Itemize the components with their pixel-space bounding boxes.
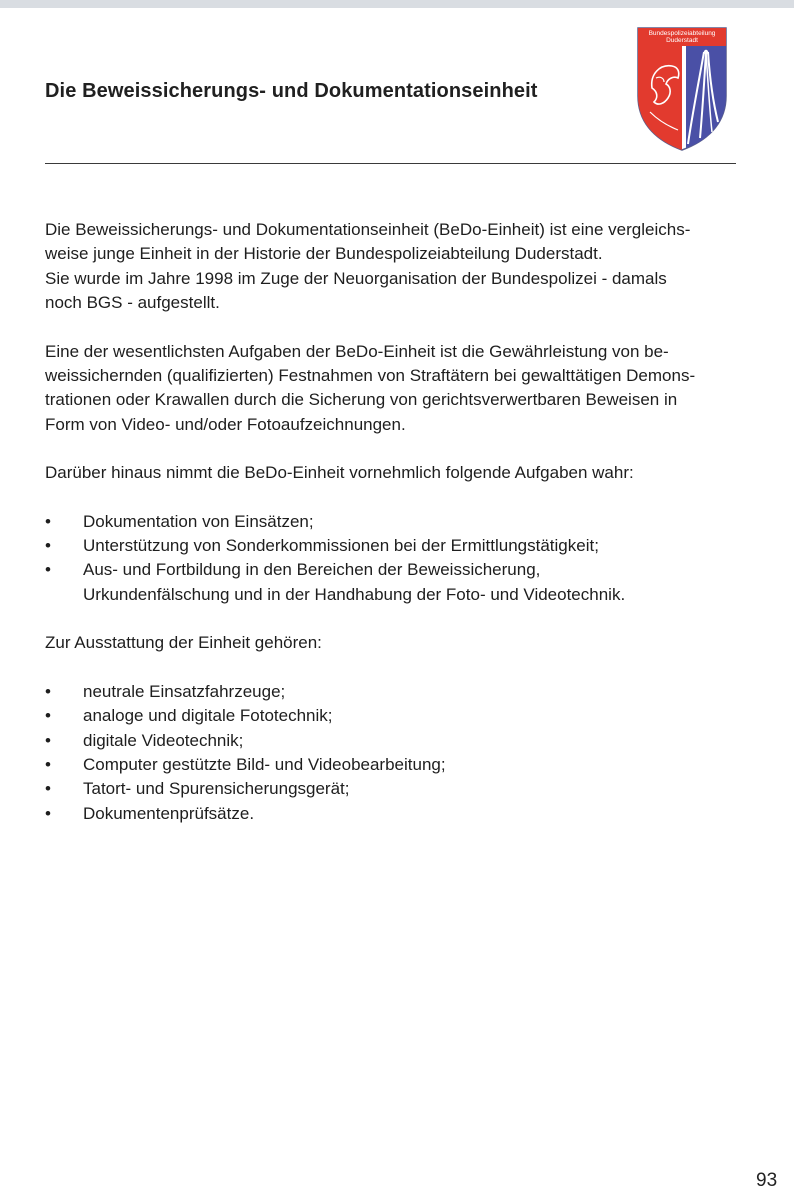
page-number: 93 [756, 1170, 778, 1191]
list-item-text: Urkundenfälschung und in der Handhabung der Foto- und Videotechnik. [83, 584, 626, 604]
bullet-icon: • [45, 536, 51, 556]
list-item-text: Computer gestützte Bild- und Videobearbeitung; [83, 754, 446, 774]
text-line: Sie wurde im Jahre 1998 im Zuge der Neuorganisation der Bundespolizei - damals [45, 268, 667, 288]
list-item [45, 777, 745, 801]
text-line: weissichernden (qualifizierten) Festnahmen von Straftätern bei gewalttätigen Demons- [45, 366, 696, 386]
paragraph-equipment-intro: Zur Ausstattung der Einheit gehören: [45, 633, 322, 653]
list-item-text: analoge und digitale Fototechnik; [83, 706, 333, 726]
bullet-icon: • [45, 706, 51, 726]
text-line: weise junge Einheit in der Historie der Bundespolizeiabteilung Duderstadt. [45, 244, 603, 264]
bullet-icon: • [45, 754, 51, 774]
text-line: Die Beweissicherungs- und Dokumentationseinheit (BeDo-Einheit) ist eine vergleichs- [45, 220, 691, 239]
bullet-icon: • [45, 560, 51, 580]
scan-top-band [0, 0, 794, 8]
list-item [45, 510, 745, 534]
list-item [45, 704, 745, 728]
list-item-text: Dokumentation von Einsätzen; [83, 511, 314, 531]
list-item-text: Tatort- und Spurensicherungsgerät; [83, 779, 350, 799]
bullet-icon: • [45, 779, 51, 799]
list-item-text: Dokumentenprüfsätze. [83, 803, 255, 823]
list-item-text: digitale Videotechnik; [83, 730, 244, 750]
bullet-icon: • [45, 681, 51, 701]
bullet-icon: • [45, 803, 51, 823]
text-line: Form von Video- und/oder Fotoaufzeichnungen. [45, 414, 406, 434]
title-divider [45, 163, 736, 164]
list-item [45, 753, 745, 777]
unit-crest [634, 26, 730, 152]
text-line: Eine der wesentlichsten Aufgaben der BeDo-Einheit ist die Gewährleistung von be- [45, 341, 669, 361]
equipment-list [45, 680, 745, 826]
main-text [45, 218, 745, 826]
list-item [45, 534, 745, 558]
list-item [45, 680, 745, 704]
list-item [45, 558, 745, 607]
text-line: noch BGS - aufgestellt. [45, 293, 220, 313]
list-item-text: Unterstützung von Sonderkommissionen bei der Ermittlungstätigkeit; [83, 536, 599, 556]
crest-label-line2: Duderstadt [666, 37, 698, 44]
crest-shield-icon [634, 26, 730, 152]
paragraph-intro [45, 218, 745, 316]
list-item-text: Aus- und Fortbildung in den Bereichen der Beweissicherung, [83, 560, 541, 580]
list-item [45, 729, 745, 753]
list-item [45, 802, 745, 826]
tasks-list [45, 510, 745, 608]
bullet-icon: • [45, 511, 51, 531]
list-item-text: neutrale Einsatzfahrzeuge; [83, 681, 286, 701]
page-title: Die Beweissicherungs- und Dokumentationseinheit [45, 80, 538, 102]
paragraph-main-task [45, 340, 745, 438]
bullet-icon: • [45, 730, 51, 750]
crest-label-line1: Bundespolizeiabteilung [648, 30, 716, 37]
paragraph-tasks-intro: Darüber hinaus nimmt die BeDo-Einheit vornehmlich folgende Aufgaben wahr: [45, 463, 634, 483]
text-line: trationen oder Krawallen durch die Sicherung von gerichtsverwertbaren Beweisen in [45, 390, 678, 410]
